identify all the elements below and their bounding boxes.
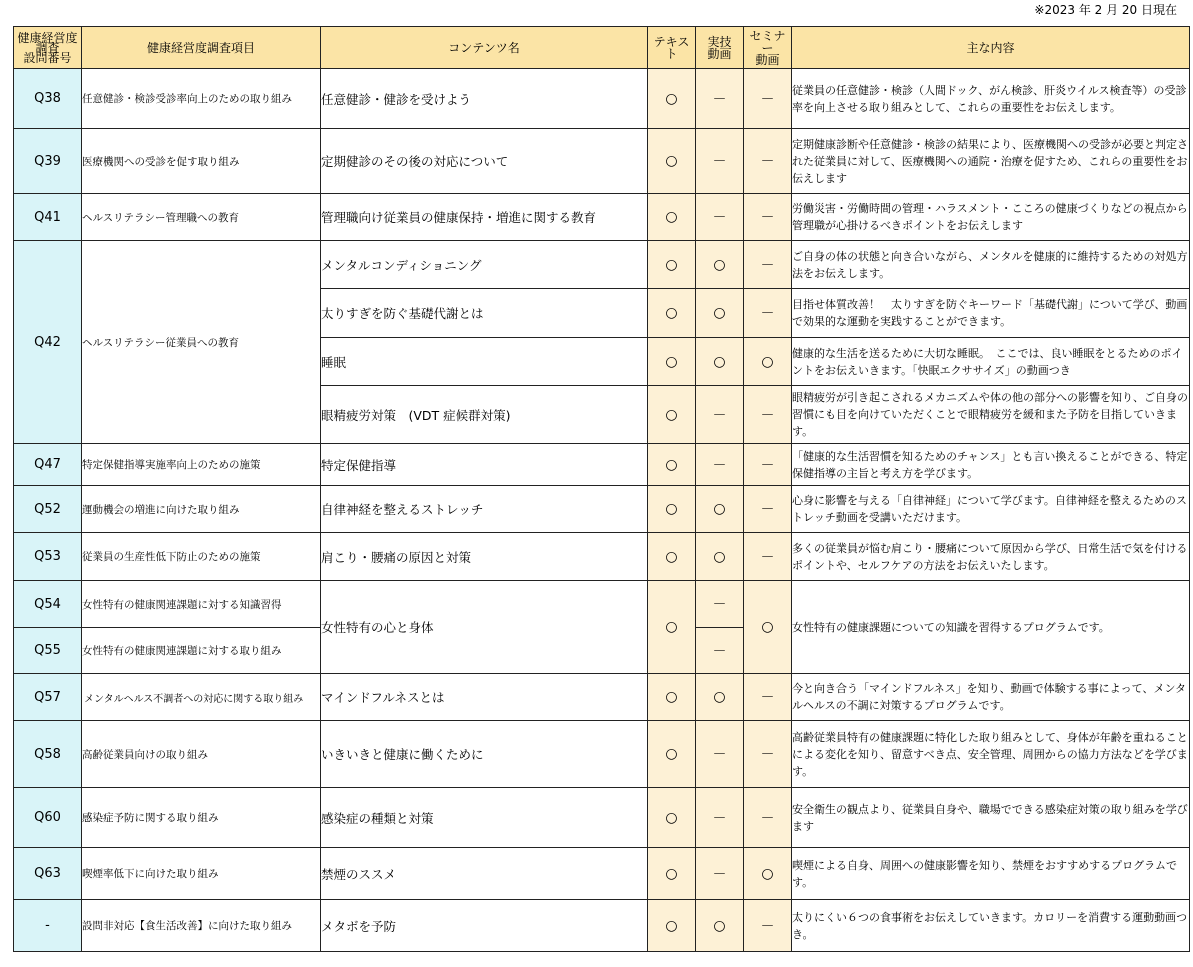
main-content: 女性特有の健康課題についての知識を習得するプログラムです。 [792,581,1190,674]
seminar-mark: － [744,486,792,533]
question-number: Q41 [14,194,82,241]
health-content-table [13,26,1190,952]
main-content: 労働災害・労働時間の管理・ハラスメント・こころの健康づくりなどの視点から管理職が心掛けるべきポイントをお伝えします [792,194,1190,241]
table-row [14,900,1190,952]
table-row [14,444,1190,486]
as-of-date: ※2023 年 2 月 20 日現在 [1034,3,1177,17]
table-row [14,486,1190,533]
header-content-name: コンテンツ名 [321,27,648,69]
text-mark: ○ [648,900,696,952]
practical-mark: － [696,129,744,194]
question-number: Q63 [14,848,82,900]
text-mark: ○ [648,241,696,289]
seminar-mark: － [744,386,792,444]
text-mark: ○ [648,69,696,129]
seminar-mark: ○ [744,338,792,386]
header-text: テキスト [648,27,696,69]
text-mark: ○ [648,289,696,338]
question-number: Q58 [14,721,82,788]
content-name: 女性特有の心と身体 [321,581,648,674]
practical-mark: － [696,444,744,486]
seminar-mark: － [744,241,792,289]
main-content: 眼精疲労が引き起こされるメカニズムや体の他の部分への影響を知り、ご自身の習慣にも目を向けていただくことで眼精疲労を緩和また予防を目指していきます。 [792,386,1190,444]
main-content: 今と向き合う「マインドフルネス」を知り、動画で体験する事によって、メンタルヘルスの不調に対策するプログラムです。 [792,674,1190,721]
practical-mark: － [696,721,744,788]
text-mark: ○ [648,674,696,721]
seminar-mark: ○ [744,581,792,674]
question-number: Q52 [14,486,82,533]
question-number: - [14,900,82,952]
seminar-mark: － [744,674,792,721]
practical-mark: ○ [696,533,744,581]
question-number: Q54 [14,581,82,628]
main-content: 高齢従業員特有の健康課題に特化した取り組みとして、身体が年齢を重ねることによる変化を知り、留意すべき点、安全管理、周囲からの協力方法などを学びます。 [792,721,1190,788]
question-number: Q39 [14,129,82,194]
text-mark: ○ [648,788,696,848]
text-mark: ○ [648,721,696,788]
main-content: 多くの従業員が悩む肩こり・腰痛について原因から学び、日常生活で気を付けるポイントや、セルフケアの方法をお伝えいたします。 [792,533,1190,581]
table-row [14,848,1190,900]
header-survey-item: 健康経営度調査項目 [82,27,321,69]
main-content: 太りにくい６つの食事術をお伝えしていきます。カロリーを消費する運動動画つき。 [792,900,1190,952]
content-name: 任意健診・健診を受けよう [321,69,648,129]
survey-item: 感染症予防に関する取り組み [82,788,321,848]
survey-item: 高齢従業員向けの取り組み [82,721,321,788]
content-name: マインドフルネスとは [321,674,648,721]
table-row [14,129,1190,194]
main-content: 「健康的な生活習慣を知るためのチャンス」とも言い換えることができる、特定保健指導の主旨と考え方を学びます。 [792,444,1190,486]
header-question-number: 健康経営度 調査 設問番号 [14,27,82,69]
seminar-mark: － [744,194,792,241]
question-number: Q57 [14,674,82,721]
practical-mark: ○ [696,338,744,386]
survey-item: 任意健診・検診受診率向上のための取り組み [82,69,321,129]
question-number: Q38 [14,69,82,129]
table-row [14,194,1190,241]
main-content: ご自身の体の状態と向き合いながら、メンタルを健康的に維持するための対処方法をお伝えします。 [792,241,1190,289]
practical-mark: － [696,581,744,628]
header-seminar-video: セミナー 動画 [744,27,792,69]
content-name: 感染症の種類と対策 [321,788,648,848]
survey-item: 運動機会の増進に向けた取り組み [82,486,321,533]
content-name: 睡眠 [321,338,648,386]
main-content: 目指せ体質改善！ 太りすぎを防ぐキーワード「基礎代謝」について学び、動画で効果的な運動を実践することができます。 [792,289,1190,338]
practical-mark: － [696,788,744,848]
table-row [14,69,1190,129]
content-name: メンタルコンディショニング [321,241,648,289]
seminar-mark: － [744,289,792,338]
survey-item: ヘルスリテラシー従業員への教育 [82,241,321,444]
question-number: Q60 [14,788,82,848]
practical-mark: ○ [696,289,744,338]
practical-mark: － [696,628,744,674]
seminar-mark: － [744,788,792,848]
question-number: Q47 [14,444,82,486]
content-name: 特定保健指導 [321,444,648,486]
main-content: 健康的な生活を送るために大切な睡眠。 ここでは、良い睡眠をとるためのポイントをお伝えいきます。「快眠エクササイズ」の動画つき [792,338,1190,386]
practical-mark: － [696,194,744,241]
text-mark: ○ [648,533,696,581]
table-row [14,581,1190,628]
question-number: Q53 [14,533,82,581]
table-row [14,533,1190,581]
practical-mark: ○ [696,241,744,289]
practical-mark: － [696,386,744,444]
survey-item: 喫煙率低下に向けた取り組み [82,848,321,900]
practical-mark: ○ [696,900,744,952]
header-row [14,27,1190,69]
content-name: 肩こり・腰痛の原因と対策 [321,533,648,581]
practical-mark: － [696,69,744,129]
text-mark: ○ [648,386,696,444]
table-row [14,721,1190,788]
content-name: 定期健診のその後の対応について [321,129,648,194]
survey-item: 女性特有の健康関連課題に対する取り組み [82,628,321,674]
practical-mark: ○ [696,674,744,721]
content-name: 太りすぎを防ぐ基礎代謝とは [321,289,648,338]
survey-item: ヘルスリテラシー管理職への教育 [82,194,321,241]
main-content: 喫煙による自身、周囲への健康影響を知り、禁煙をおすすめするプログラムです。 [792,848,1190,900]
survey-item: メンタルヘルス不調者への対応に関する取り組み [82,674,321,721]
seminar-mark: － [744,444,792,486]
content-name: 自律神経を整えるストレッチ [321,486,648,533]
question-number: Q55 [14,628,82,674]
survey-item: 設問非対応【食生活改善】に向けた取り組み [82,900,321,952]
table-row [14,241,1190,289]
practical-mark: ○ [696,486,744,533]
seminar-mark: － [744,129,792,194]
text-mark: ○ [648,194,696,241]
seminar-mark: － [744,721,792,788]
main-content: 従業員の任意健診・検診（人間ドック、がん検診、肝炎ウイルス検査等）の受診率を向上させる取り組みとして、これらの重要性をお伝えします。 [792,69,1190,129]
seminar-mark: － [744,900,792,952]
text-mark: ○ [648,486,696,533]
main-content: 心身に影響を与える「自律神経」について学びます。自律神経を整えるためのストレッチ動画を受講いただけます。 [792,486,1190,533]
content-name: 管理職向け従業員の健康保持・増進に関する教育 [321,194,648,241]
content-name: 眼精疲労対策 (VDT 症候群対策) [321,386,648,444]
practical-mark: － [696,848,744,900]
survey-item: 女性特有の健康関連課題に対する知識習得 [82,581,321,628]
text-mark: ○ [648,129,696,194]
content-name: メタボを予防 [321,900,648,952]
survey-item: 特定保健指導実施率向上のための施策 [82,444,321,486]
text-mark: ○ [648,338,696,386]
table-row [14,674,1190,721]
content-name: いきいきと健康に働くために [321,721,648,788]
content-name: 禁煙のススメ [321,848,648,900]
seminar-mark: － [744,69,792,129]
survey-item: 従業員の生産性低下防止のための施策 [82,533,321,581]
seminar-mark: － [744,533,792,581]
text-mark: ○ [648,581,696,674]
header-main-content: 主な内容 [792,27,1190,69]
text-mark: ○ [648,444,696,486]
main-content: 安全衛生の観点より、従業員自身や、職場でできる感染症対策の取り組みを学びます [792,788,1190,848]
seminar-mark: ○ [744,848,792,900]
table-row [14,788,1190,848]
survey-item: 医療機関への受診を促す取り組み [82,129,321,194]
text-mark: ○ [648,848,696,900]
header-practical-video: 実技 動画 [696,27,744,69]
question-number: Q42 [14,241,82,444]
main-content: 定期健康診断や任意健診・検診の結果により、医療機関への受診が必要と判定された従業員に対して、医療機関への通院・治療を促すため、これらの重要性をお伝えします [792,129,1190,194]
